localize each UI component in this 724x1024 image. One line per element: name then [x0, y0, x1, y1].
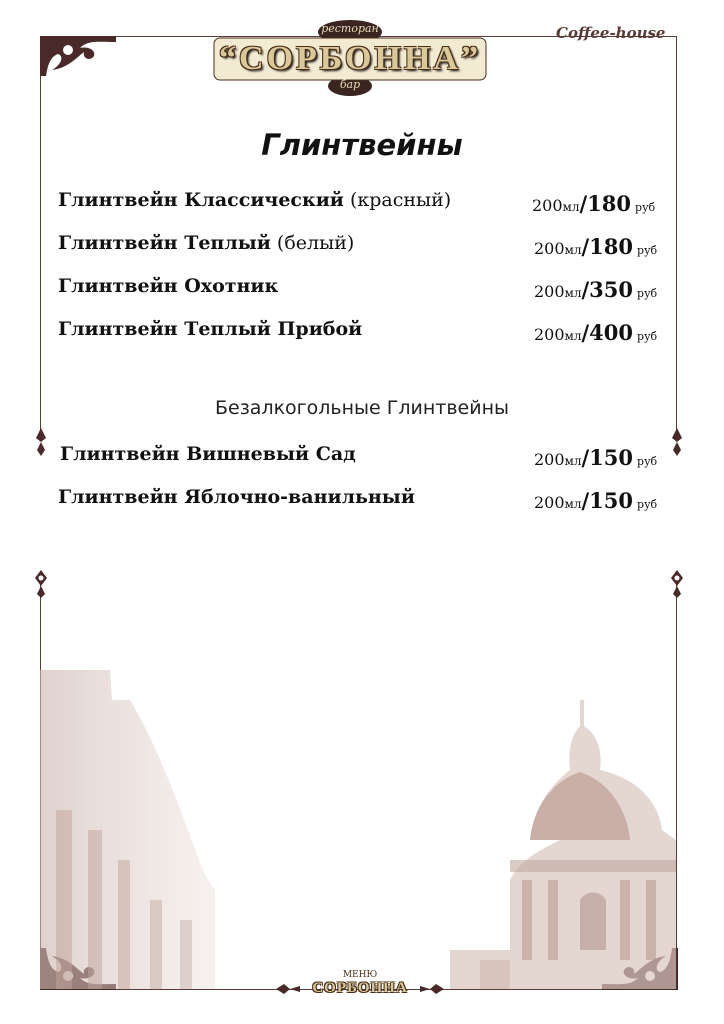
item-volume: 200: [534, 282, 565, 301]
item-volume: 200: [534, 450, 565, 469]
menu-item: [58, 189, 672, 217]
item-price: [532, 191, 655, 216]
corner-ornament-top-left-icon: [38, 34, 118, 78]
item-amount: /150: [581, 488, 634, 513]
item-name: Глинтвейн Классический: [58, 189, 344, 211]
item-currency: руб: [637, 498, 658, 511]
item-amount: /180: [579, 191, 632, 216]
menu-item: [58, 275, 672, 303]
menu-item: [58, 232, 672, 260]
side-ornament-left-lower-icon: [33, 570, 49, 598]
item-currency: руб: [637, 287, 658, 300]
item-name: Глинтвейн Теплый Прибой: [58, 318, 363, 340]
item-unit: мл: [564, 454, 582, 468]
item-unit: мл: [564, 497, 582, 511]
menu-item: [58, 318, 672, 346]
item-name: Глинтвейн Яблочно-ванильный: [58, 486, 415, 508]
item-price: [534, 277, 657, 302]
item-currency: руб: [637, 455, 658, 468]
logo-restaurant-label: ресторан: [321, 22, 379, 35]
item-note: (красный): [349, 189, 452, 211]
item-volume: 200: [534, 325, 565, 344]
item-amount: /400: [581, 320, 634, 345]
item-currency: руб: [635, 201, 656, 214]
item-note: (белый): [276, 232, 355, 254]
item-currency: руб: [637, 244, 658, 257]
frame-right-line-lower: [676, 580, 677, 990]
background-architecture-image: [40, 660, 676, 989]
restaurant-logo: [200, 14, 500, 98]
item-price: [534, 488, 657, 513]
item-currency: руб: [637, 330, 658, 343]
item-price: [534, 320, 657, 345]
item-name: Глинтвейн Вишневый Сад: [60, 443, 356, 465]
frame-left-line-upper: [40, 36, 41, 436]
footer-menu-label: МЕНЮ: [342, 970, 378, 980]
item-name: Глинтвейн Охотник: [58, 275, 279, 297]
coffee-house-label: Coffee-house: [556, 24, 666, 42]
section-subtitle: Безалкогольные Глинтвейны: [214, 397, 510, 419]
item-amount: /350: [581, 277, 634, 302]
page-title: Глинтвейны: [261, 128, 463, 162]
item-unit: мл: [564, 286, 582, 300]
item-volume: 200: [534, 239, 565, 258]
footer-brand-name: СОРБОННА: [312, 980, 408, 996]
item-volume: 200: [534, 493, 565, 512]
item-amount: /180: [581, 234, 634, 259]
item-unit: мл: [564, 329, 582, 343]
logo-name: “СОРБОННА”: [219, 40, 481, 77]
side-ornament-left-upper-icon: [36, 428, 46, 456]
item-unit: мл: [562, 200, 580, 214]
item-amount: /150: [581, 445, 634, 470]
item-price: [534, 234, 657, 259]
side-ornament-right-lower-icon: [669, 570, 685, 598]
logo-bar-label: бар: [339, 78, 361, 91]
item-name: Глинтвейн Теплый: [58, 232, 271, 254]
menu-item: [58, 486, 672, 514]
menu-item: [60, 443, 674, 471]
frame-right-line-upper: [676, 36, 677, 436]
item-volume: 200: [532, 196, 563, 215]
item-unit: мл: [564, 243, 582, 257]
footer-logo: [300, 970, 420, 996]
item-price: [534, 445, 657, 470]
